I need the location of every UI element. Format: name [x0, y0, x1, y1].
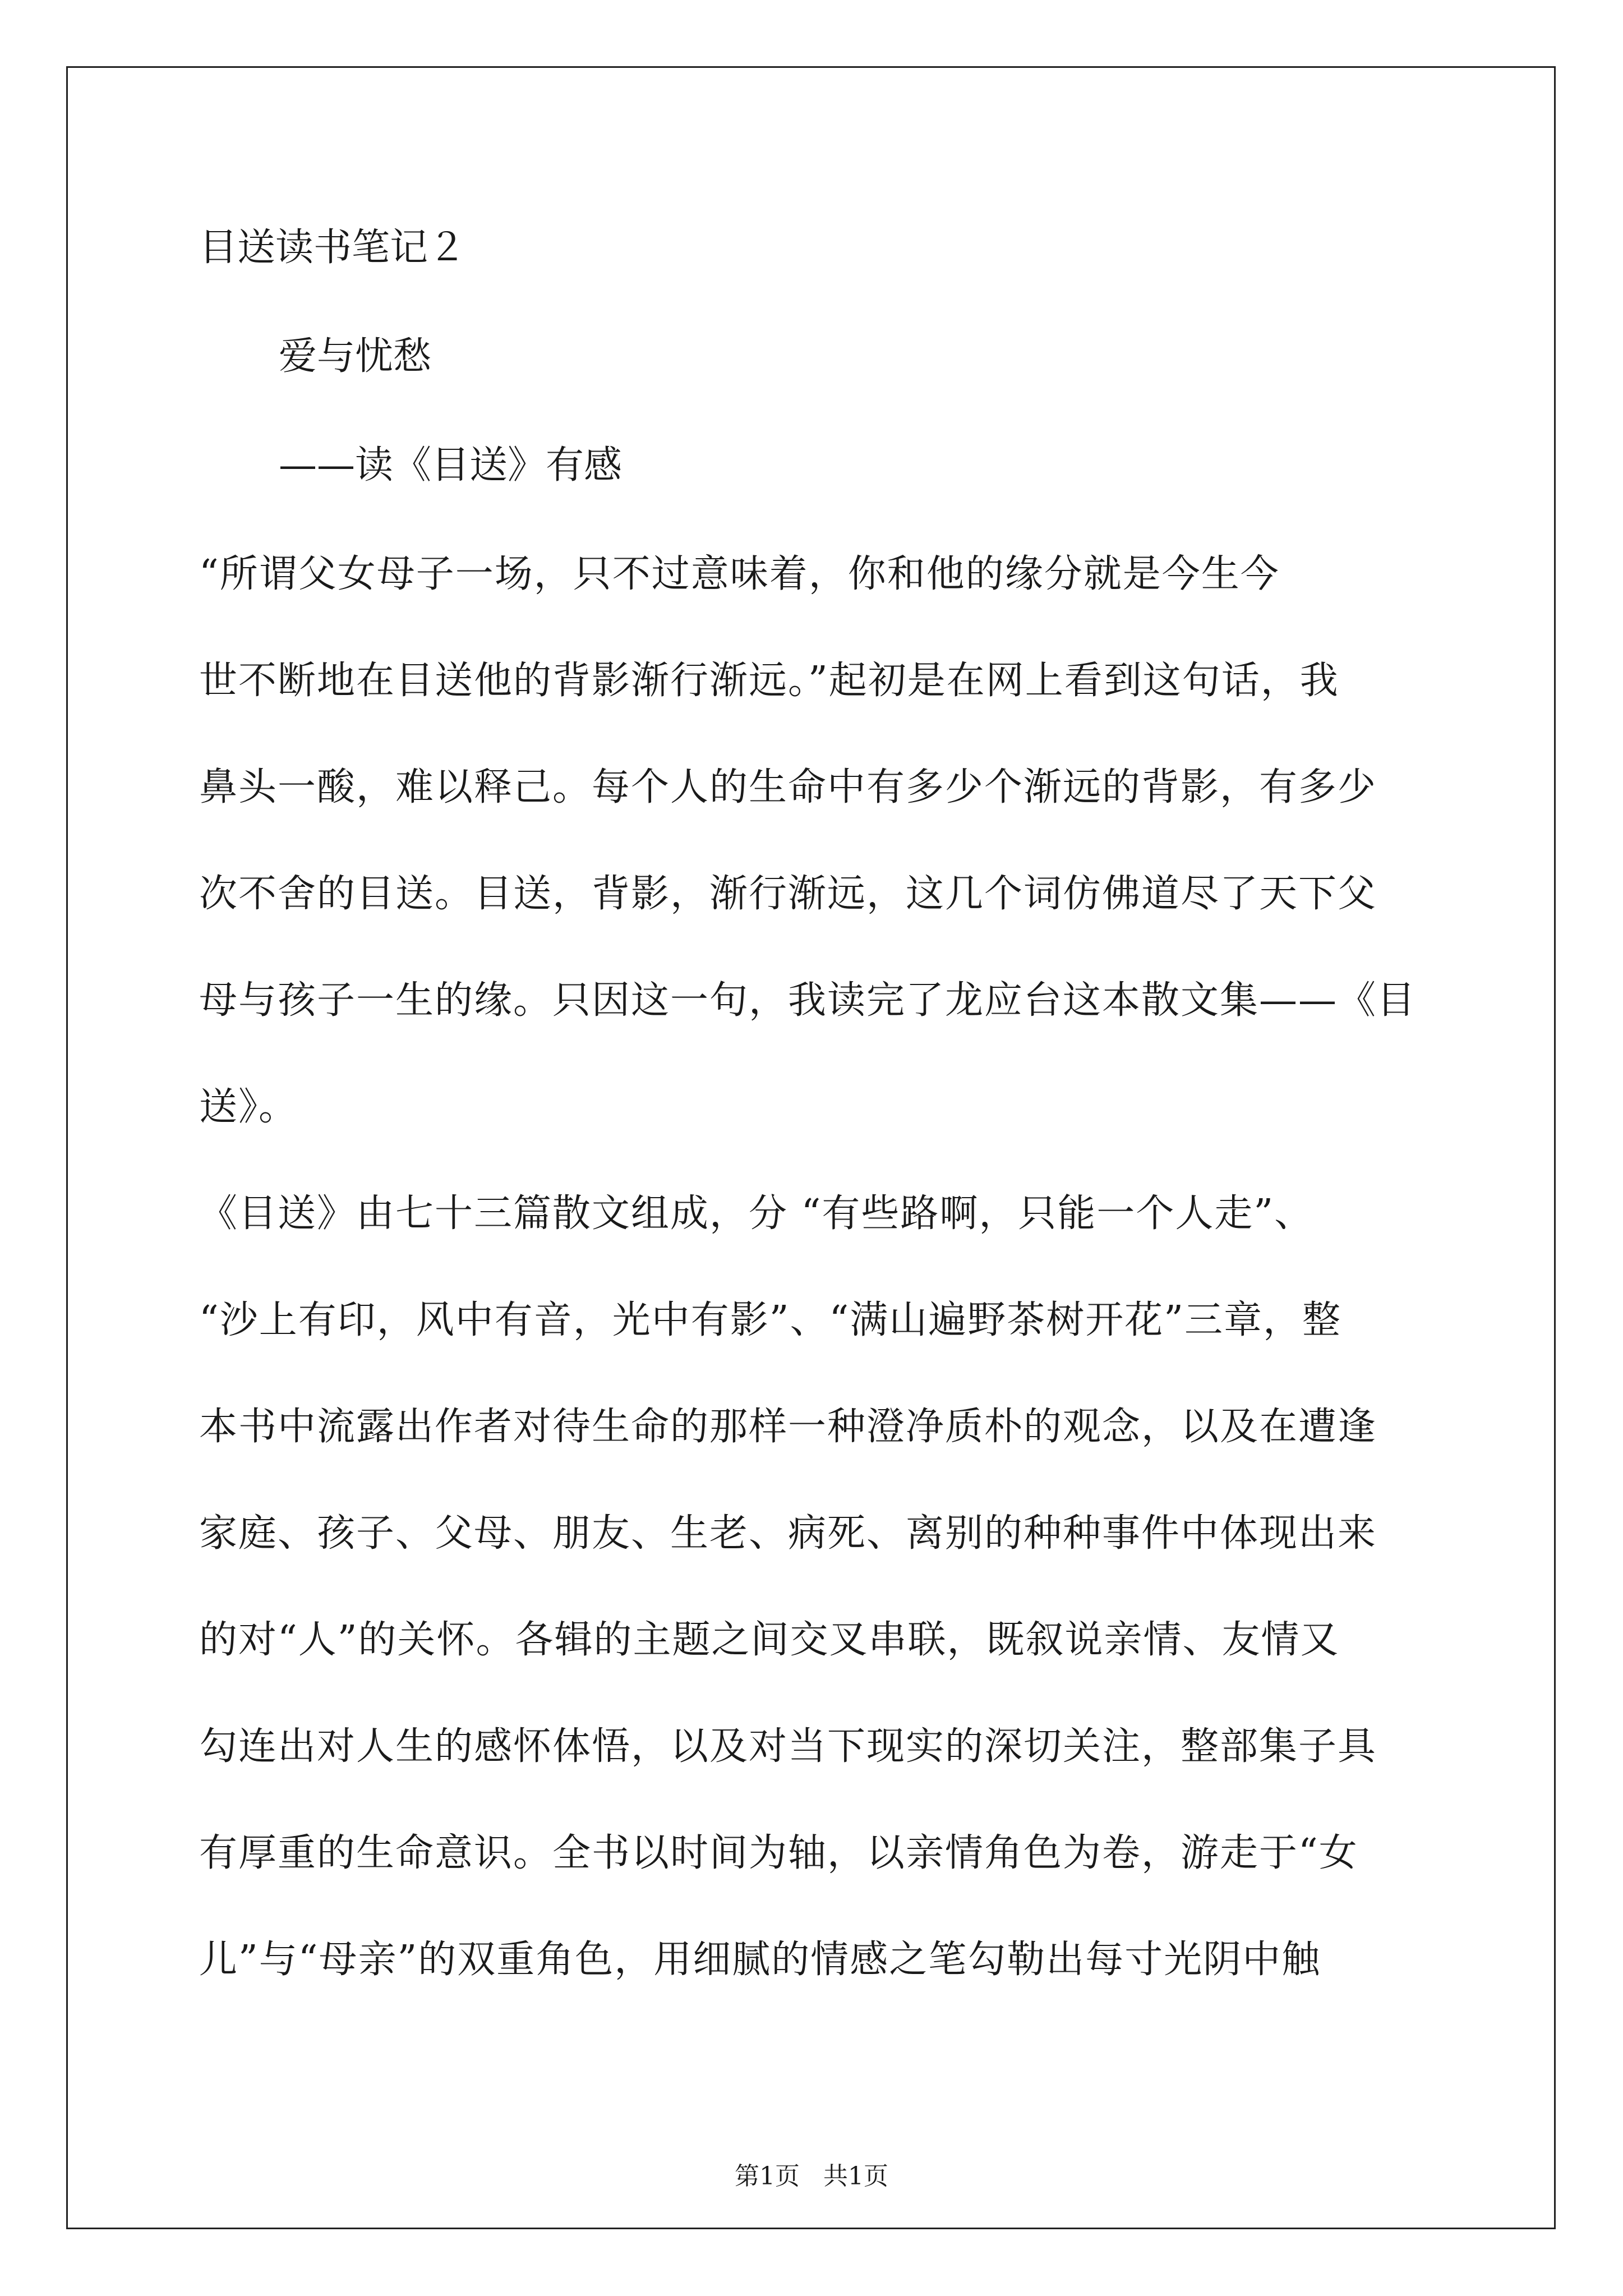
paragraph-line: 《目送》由七十三篇散文组成，分 “有些路啊，只能一个人走”、 — [199, 1191, 1314, 1236]
document-title: 目送读书笔记２ — [199, 226, 467, 270]
paragraph-line: 鼻头一酸，难以释己。每个人的生命中有多少个渐远的背影，有多少 — [199, 765, 1377, 809]
document-subtitle: 爱与忧愁 — [279, 334, 432, 379]
paragraph-line: 世不断地在目送他的背影渐行渐远。”起初是在网上看到这句话，我 — [199, 659, 1339, 703]
paragraph-line: 有厚重的生命意识。全书以时间为轴，以亲情角色为卷，游走于“女 — [199, 1831, 1358, 1875]
paragraph-line: 的对“人”的关怀。各辑的主题之间交叉串联，既叙说亲情、友情又 — [199, 1618, 1340, 1662]
paragraph-1 — [199, 546, 1422, 1186]
paragraph-2 — [199, 1186, 1422, 2039]
paragraph-line: 家庭、孩子、父母、朋友、生老、病死、离别的种种事件中体现出来 — [199, 1511, 1377, 1556]
paragraph-line: 母与孩子一生的缘。只因这一句，我读完了龙应台这本散文集——《目 — [199, 978, 1417, 1023]
document-byline: ——读《目送》有感 — [279, 443, 623, 487]
paragraph-line: 本书中流露出作者对待生命的那样一种澄净质朴的观念，以及在遭逢 — [199, 1405, 1377, 1449]
paragraph-line: 儿”与“母亲”的双重角色，用细腻的情感之笔勾勒出每寸光阴中触 — [199, 1938, 1321, 1982]
paragraph-line: 次不舍的目送。目送，背影，渐行渐远，这几个词仿佛道尽了天下父 — [199, 872, 1377, 916]
paragraph-line: “所谓父女母子一场，只不过意味着，你和他的缘分就是今生今 — [199, 552, 1280, 596]
paragraph-line: “沙上有印，风中有音，光中有影”、“满山遍野茶树开花”三章，整 — [199, 1298, 1342, 1342]
paragraph-line: 送》。 — [199, 1085, 298, 1129]
page-footer: 第1页 共1页 — [735, 2162, 888, 2191]
paragraph-line: 勾连出对人生的感怀体悟，以及对当下现实的深切关注，整部集子具 — [199, 1724, 1377, 1769]
